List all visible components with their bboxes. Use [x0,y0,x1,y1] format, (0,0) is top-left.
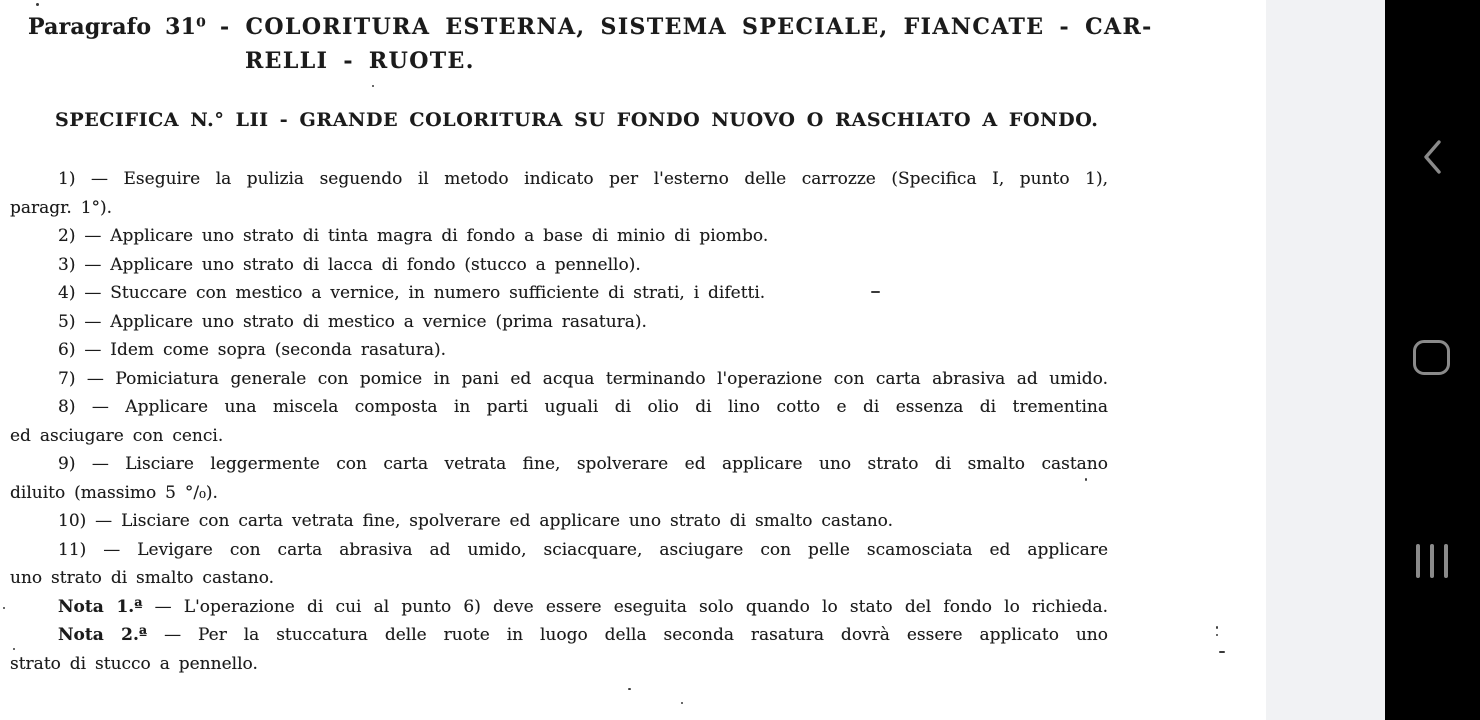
home-button[interactable] [1413,339,1451,375]
item-10: 10) — Lisciare con carta vetrata fine, spolverare ed applicare uno strato di smalto castano. [58,511,893,531]
item-9-line-1: 9) — Lisciare leggermente con carta vetrata fine, spolverare ed applicare uno strato di smalto castano [58,454,1108,474]
scan-speck [871,291,880,293]
item-7: 7) — Pomiciatura generale con pomice in pani ed acqua terminando l'operazione con carta abrasiva ad umido. [58,368,1108,389]
item-8-line-2: ed asciugare con cenci. [10,425,224,446]
scan-speck [13,648,15,650]
item-8-line-1: 8) — Applicare una miscela composta in parti uguali di olio di lino cotto e di essenza di trementina [58,397,1108,417]
recent-apps-icon [1444,544,1448,578]
paragraph-title-line1: - COLORITURA ESTERNA, SISTEMA SPECIALE, FIANCATE - CAR- [219,14,1153,40]
home-icon [1413,340,1450,375]
scan-speck [681,702,683,704]
note-1-text: — L'operazione di cui al punto 6) deve essere eseguita solo quando lo stato del fondo lo richieda. [142,596,1108,617]
item-11-line-2: uno strato di smalto castano. [10,568,275,588]
note-2-line-1 [10,621,1108,650]
scan-speck [1085,478,1087,481]
note-1 [10,593,1108,622]
note-2-text: — Per la stuccatura delle ruote in luogo della seconda rasatura dovrà essere applicato uno [147,625,1108,645]
paragraph-heading [28,14,1266,40]
note-1-label: Nota 1.ª [58,596,143,617]
back-button[interactable] [1421,139,1443,175]
android-navigation-bar [1385,0,1480,720]
note-2-line-2: strato di stucco a pennello. [10,653,258,674]
paragraph-number: Paragrafo 31⁰ [28,14,206,40]
scan-speck [3,607,5,609]
recent-apps-icon [1430,544,1434,578]
spec-heading: SPECIFICA N.° LII - GRANDE COLORITURA SU FONDO NUOVO O RASCHIATO A FONDO. [55,109,1099,131]
scan-speck [1216,634,1218,636]
scan-speck [1219,651,1225,653]
back-chevron-icon [1421,163,1443,178]
scan-speck [36,3,39,6]
recent-apps-icon [1416,544,1420,578]
item-2: 2) — Applicare uno strato di tinta magra di fondo a base di minio di piombo. [58,226,769,246]
note-2-label: Nota 2.ª [58,625,148,645]
item-6: 6) — Idem come sopra (seconda rasatura). [58,340,447,360]
scan-speck [628,688,631,690]
item-3: 3) — Applicare uno strato di lacca di fondo (stucco a pennello). [58,254,641,275]
item-1-line-1: 1) — Eseguire la pulizia seguendo il metodo indicato per l'esterno delle carrozze (Specifica I, punto 1), [58,169,1108,189]
scan-speck [1216,626,1218,629]
item-11-line-1: 11) — Levigare con carta abrasiva ad umido, sciacquare, asciugare con pelle scamosciata ed applicare [58,539,1108,560]
viewer-gutter [1266,0,1385,720]
item-9-line-2: diluito (massimo 5 °/₀). [10,482,218,503]
item-5: 5) — Applicare uno strato di mestico a vernice (prima rasatura). [58,311,647,332]
scan-speck [372,85,374,87]
item-1-line-2: paragr. 1°). [10,197,113,218]
document-body [10,165,1108,678]
item-4: 4) — Stuccare con mestico a vernice, in numero sufficiente di strati, i difetti. [58,283,766,303]
paragraph-title-line2: RELLI - RUOTE. [245,48,475,74]
recent-apps-button[interactable] [1416,544,1448,578]
